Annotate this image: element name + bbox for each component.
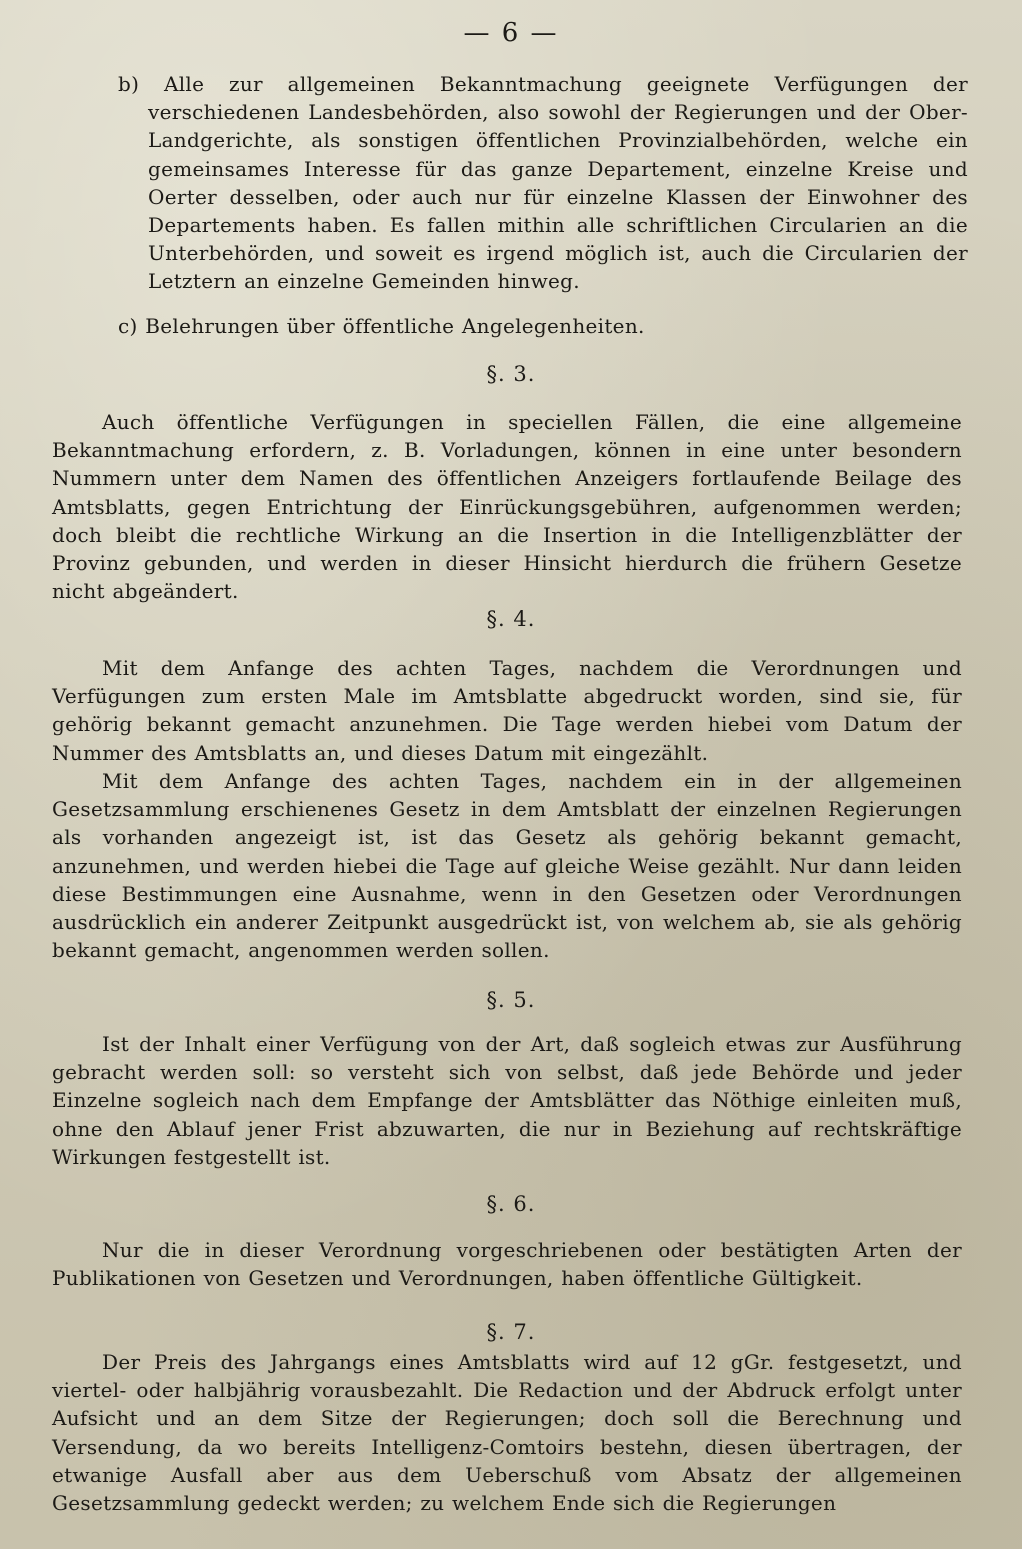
section-3-paragraph: Auch öffentliche Verfügungen in speciellen Fällen, die eine allgemeine Bekanntmachung erfordern, z. B. Vorladungen, können in eine unter besondern Nummern unter dem Namen des öffentlichen Anzeigers fortlaufende Beilage des Amtsblatts, gegen Entrichtung der Einrückungsgebühren, aufgenommen werden; doch bleibt die rechtliche Wirkung an die Insertion in die Intelligenzblätter der Provinz gebunden, und werden in dieser Hinsicht hierdurch die frühern Gesetze nicht abgeändert.: [52, 410, 962, 604]
section-4-paragraph-2: Mit dem Anfange des achten Tages, nachdem ein in der allgemeinen Gesetzsammlung erschienenes Gesetz in dem Amtsblatt der einzelnen Regierungen als vorhanden angezeigt ist, ist das Gesetz als gehörig bekannt gemacht, anzunehmen, und werden hiebei die Tage auf gleiche Weise gezählt. Nur dann leiden diese Bestimmungen eine Ausnahme, wenn in den Gesetzen oder Verordnungen ausdrücklich ein anderer Zeitpunkt ausgedrückt ist, von welchem ab, sie als gehörig bekannt gemacht, angenommen werden sollen.: [52, 769, 962, 963]
section-6-paragraph: Nur die in dieser Verordnung vorgeschriebenen oder bestätigten Arten der Publikationen von Gesetzen und Verordnungen, haben öffentliche Gültigkeit.: [52, 1238, 962, 1291]
list-item-b: b) Alle zur allgemeinen Bekanntmachung geeignete Verfügungen der verschiedenen Landesbehörden, also sowohl der Regierungen und der Ober-Landgerichte, als sonstigen öffentlichen Provinzialbehörden, welche ein gemeinsames Interesse für das ganze Departement, einzelne Kreise und Oerter desselben, oder auch nur für einzelne Klassen der Einwohner des Departements haben. Es fallen mithin alle schriftlichen Circularien an die Unterbehörden, und soweit es irgend möglich ist, auch die Circularien der Letztern an einzelne Gemeinden hinweg.: [118, 72, 968, 294]
section-heading-4: §. 4.: [486, 607, 536, 631]
section-4-paragraph-1: Mit dem Anfange des achten Tages, nachdem die Verordnungen und Verfügungen zum ersten Male im Amtsblatte abgedruckt worden, sind sie, für gehörig bekannt gemacht anzunehmen. Die Tage werden hiebei vom Datum der Nummer des Amtsblatts an, und dieses Datum mit eingezählt.: [52, 656, 962, 765]
section-heading-6: §. 6.: [486, 1192, 536, 1216]
section-heading-7: §. 7.: [486, 1320, 536, 1344]
section-heading-3: §. 3.: [486, 362, 536, 386]
section-heading-5: §. 5.: [486, 988, 536, 1012]
page-number: — 6 —: [463, 18, 559, 48]
section-7-paragraph: Der Preis des Jahrgangs eines Amtsblatts wird auf 12 gGr. festgesetzt, und viertel- oder halbjährig vorausbezahlt. Die Redaction und der Abdruck erfolgt unter Aufsicht und an dem Sitze der Regierungen; doch soll die Berechnung und Versendung, da wo bereits Intelligenz-Comtoirs bestehn, diesen übertragen, der etwanige Ausfall aber aus dem Ueberschuß vom Absatz der allgemeinen Gesetzsammlung gedeckt werden; zu welchem Ende sich die Regierungen: [52, 1350, 962, 1516]
list-item-c: c) Belehrungen über öffentliche Angelegenheiten.: [118, 314, 645, 338]
section-5-paragraph: Ist der Inhalt einer Verfügung von der Art, daß sogleich etwas zur Ausführung gebracht werden soll: so versteht sich von selbst, daß jede Behörde und jeder Einzelne sogleich nach dem Empfange der Amtsblätter das Nöthige einleiten muß, ohne den Ablauf jener Frist abzuwarten, die nur in Beziehung auf rechtskräftige Wirkungen festgestellt ist.: [52, 1032, 962, 1169]
